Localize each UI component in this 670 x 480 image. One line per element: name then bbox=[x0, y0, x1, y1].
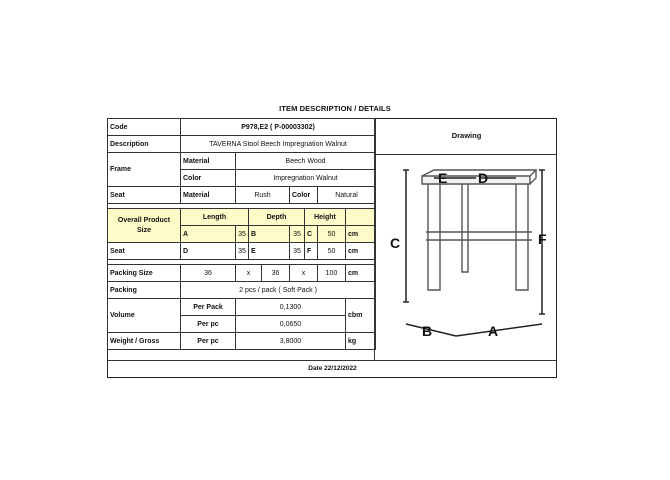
volume-unit: cbm bbox=[346, 299, 376, 333]
drawing-title: Drawing bbox=[451, 131, 482, 140]
seat-color-value: Natural bbox=[318, 187, 376, 204]
packing-size-v2: 36 bbox=[262, 265, 290, 282]
seat-dims-label: Seat bbox=[108, 243, 181, 260]
overall-header-row bbox=[108, 209, 376, 226]
code-label: Code bbox=[108, 119, 181, 136]
volume-per-pc-label: Per pc bbox=[181, 316, 236, 333]
height-header: Height bbox=[305, 209, 346, 226]
seat-material-value: Rush bbox=[236, 187, 290, 204]
code-row bbox=[108, 119, 376, 136]
description-row bbox=[108, 136, 376, 153]
dim-e-label: E bbox=[249, 243, 290, 260]
code-value: P978,E2 ( P-00003302) bbox=[181, 119, 376, 136]
frame-material-row bbox=[108, 153, 376, 170]
frame-color-value: Impregnation Walnut bbox=[236, 170, 376, 187]
dim-d-label: D bbox=[181, 243, 236, 260]
frame-material-label: Material bbox=[181, 153, 236, 170]
packing-value: 2 pcs / pack ( Soft Pack ) bbox=[181, 282, 376, 299]
frame-color-label: Color bbox=[181, 170, 236, 187]
packing-label: Packing bbox=[108, 282, 181, 299]
dim-b-value: 35 bbox=[290, 226, 305, 243]
drawing-header-line bbox=[375, 154, 557, 155]
document-title: ITEM DESCRIPTION / DETAILS bbox=[279, 104, 391, 113]
seat-color-label: Color bbox=[290, 187, 318, 204]
packing-size-unit: cm bbox=[346, 265, 376, 282]
packing-size-label: Packing Size bbox=[108, 265, 181, 282]
weight-per-pc-label: Per pc bbox=[181, 333, 236, 350]
dim-f-label: F bbox=[305, 243, 318, 260]
overall-unit: cm bbox=[346, 226, 376, 243]
length-header: Length bbox=[181, 209, 249, 226]
dim-a-value: 35 bbox=[236, 226, 249, 243]
volume-per-pack-label: Per Pack bbox=[181, 299, 236, 316]
packing-size-x2: x bbox=[290, 265, 318, 282]
stool-outline bbox=[422, 170, 536, 290]
description-value: TAVERNA Stool Beech Impregnation Walnut bbox=[181, 136, 376, 153]
dim-a-label: A bbox=[181, 226, 236, 243]
seat-material-label: Material bbox=[181, 187, 236, 204]
seat-material-row bbox=[108, 187, 376, 204]
packing-size-v3: 100 bbox=[318, 265, 346, 282]
seat-label: Seat bbox=[108, 187, 181, 204]
spec-table bbox=[107, 118, 376, 350]
dim-label-a: A bbox=[488, 323, 499, 339]
dim-f-value: 50 bbox=[318, 243, 346, 260]
weight-value: 3,8000 bbox=[236, 333, 346, 350]
dim-label-d: D bbox=[478, 170, 489, 186]
seat-dims-unit: cm bbox=[346, 243, 376, 260]
depth-header: Depth bbox=[249, 209, 305, 226]
dim-e-value: 35 bbox=[290, 243, 305, 260]
dim-label-b: B bbox=[422, 323, 433, 339]
frame-label: Frame bbox=[108, 153, 181, 187]
date-separator bbox=[107, 360, 557, 361]
volume-per-pack-row bbox=[108, 299, 376, 316]
weight-row bbox=[108, 333, 376, 350]
stool-drawing bbox=[376, 160, 556, 342]
dim-label-f: F bbox=[538, 231, 547, 247]
packing-size-v1: 36 bbox=[181, 265, 236, 282]
dimension-lines bbox=[403, 170, 545, 336]
dim-label-e: E bbox=[438, 170, 448, 186]
weight-label: Weight / Gross bbox=[108, 333, 181, 350]
dim-label-c: C bbox=[390, 235, 401, 251]
dim-b-label: B bbox=[249, 226, 290, 243]
document-date: Date 22/12/2022 bbox=[308, 365, 357, 372]
dim-d-value: 35 bbox=[236, 243, 249, 260]
volume-per-pack-value: 0,1300 bbox=[236, 299, 346, 316]
seat-dims-row bbox=[108, 243, 376, 260]
overall-size-label: Overall Product Size bbox=[108, 209, 181, 243]
header-blank bbox=[346, 209, 376, 226]
packing-size-x1: x bbox=[236, 265, 262, 282]
packing-row bbox=[108, 282, 376, 299]
weight-unit: kg bbox=[346, 333, 376, 350]
volume-label: Volume bbox=[108, 299, 181, 333]
volume-per-pc-value: 0,0650 bbox=[236, 316, 346, 333]
frame-material-value: Beech Wood bbox=[236, 153, 376, 170]
description-label: Description bbox=[108, 136, 181, 153]
packing-size-row bbox=[108, 265, 376, 282]
dim-c-label: C bbox=[305, 226, 318, 243]
dim-c-value: 50 bbox=[318, 226, 346, 243]
